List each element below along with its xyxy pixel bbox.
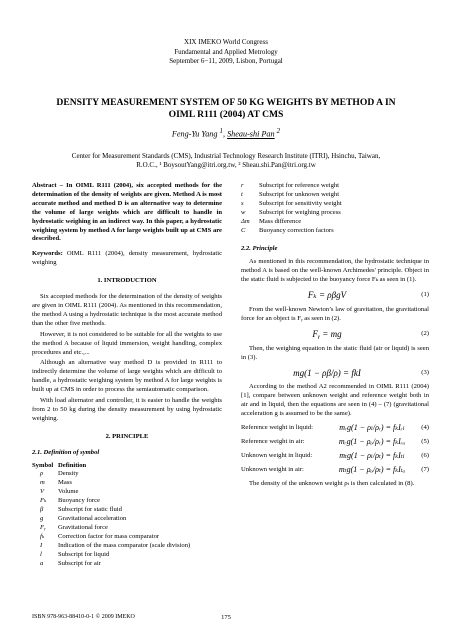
abstract-text: – In OIML R111 (2004), six accepted methods for the determination of the density of weights are given. Method A is most accurate method and method D is an alternative way to determine the volume of large weights which are difficult to handle in hydrostatic weighing in an indirect way. In this paper, a hydrostatic weighing system by method A for large weights built up at CMS are described. [32,182,222,243]
symbol-row [241,218,429,227]
equation-number: (6) [421,451,429,459]
symbol-glyph: a [40,559,44,567]
symbol-row [32,488,222,497]
symbol-table-right [241,182,429,235]
symbol-definition: Mass difference [259,217,302,225]
weighing-equation-6 [241,452,429,461]
symbol-glyph: β [40,506,44,514]
symbol-glyph: g [40,515,44,522]
symbol-row [32,551,222,560]
symbol-row [241,191,429,200]
symbol-glyph: fₖ [40,532,45,540]
symbol-definition: Gravitational force [58,523,108,531]
principle-paragraph-5: The density of the unknown weight ρₜ is then calculated in (8). [249,479,415,487]
section-heading-introduction: 1. INTRODUCTION [97,277,157,285]
symbol-table-header [32,462,222,471]
author-1-affil-mark: 1 [219,128,223,135]
conference-header [0,38,452,67]
symbol-glyph: m [40,479,45,487]
equation-body: mₜg(1 − ρₐ/ρₜ) = fₖIₜₐ [338,464,406,474]
weighing-equations [241,424,429,475]
intro-paragraph-1: Six accepted methods for the determination of the density of weights are given in OIML R111 (2004). As mentioned in this recommendation, the method A using a hydrostatic technique is the most accurate method than the other five methods. [32,293,222,327]
symbol-table-left [32,470,222,568]
principle-paragraph-4: According to the method A2 recommended in OIML R111 (2004) [1], compare between unknown weight and reference weight both in air and in liquid, then the equations are seen in (4) – (7) (gravitational acceleration g is assumed to be the same). [241,383,429,418]
equation-3 [241,369,429,378]
affiliation-line-2: R.O.C., ¹ BoysoutYang@itri.org.tw, ² Sheau.shi.Pan@itri.org.tw [136,161,316,169]
equation-1-body: Fₖ = ρβgV [307,290,347,301]
principle-paragraph-1: As mentioned in this recommendation, the hydrostatic technique in method A is based on the well-known Archimedes' principle. Object in the static fluid is subjected to the buoyancy force Fₖ as seen in (1). [241,258,429,284]
symbol-row [241,209,429,218]
symbol-row [32,470,222,479]
weighing-equation-7 [241,466,429,475]
symbol-definition: Buoyancy correction factors [259,226,334,234]
symbol-glyph: C [241,226,246,234]
symbol-row [32,479,222,488]
equation-2-number: (2) [421,329,429,337]
definition-column-header: Definition [58,461,87,469]
symbol-row [241,200,429,209]
abstract-label: Abstract [32,182,57,189]
symbol-definition: Correction factor for mass comparator [58,532,160,540]
symbol-definition: Mass [58,479,72,487]
section-heading-principle: 2. PRINCIPLE [105,432,149,440]
symbol-definition: Subscript for air [58,559,101,567]
equation-3-body: mg(1 − ρβ/ρ) = fkI [293,367,361,378]
symbol-glyph: s [241,199,244,207]
intro-paragraph-4: With load alternator and controller, it is easier to handle the weights from 2 to 50 kg during the density measurement by using hydrostatic weighing. [32,397,222,422]
symbol-row [32,497,222,506]
title-line-2: OIML R111 (2004) AT CMS [168,109,284,120]
symbol-definition: Subscript for reference weight [259,182,340,189]
symbol-glyph: l [40,550,42,558]
symbol-glyph: Δm [241,217,250,225]
symbol-glyph: t [241,190,243,198]
symbol-glyph: ρ [40,470,44,478]
equation-number: (7) [421,465,429,473]
subsection-heading-definition: 2.1. Definition of symbol [32,448,100,456]
equation-number: (5) [421,437,429,445]
symbol-glyph: r [241,182,244,189]
equation-1-number: (1) [421,291,429,299]
author-2: Sheau-shi Pan [227,129,275,139]
weighing-equation-4 [241,424,429,433]
intro-paragraph-2: However, it is not considered to be suitable for all the weights to use the method A because of liquid immersion, weight handling, complex procedures and etc.,... [32,330,222,356]
symbol-row [32,560,222,569]
symbol-definition: Subscript for unknown weight [259,190,340,198]
equation-label: Unknown weight in liquid: [241,451,313,459]
symbol-row [32,533,222,542]
symbol-definition: Buoyancy force [58,497,100,505]
equation-label: Unknown weight in air: [241,465,304,473]
symbol-definition: Gravitational acceleration [58,515,127,522]
symbol-definition: Subscript for static fluid [58,506,122,514]
symbol-row [32,515,222,524]
intro-paragraph-3: Although an alternative way method D is provided in R111 to indirectly determine the volume of large weights which are difficult to handle, a hydrostatic weighing system by method A for large weights is built up at CMS in order to process the semiautomatic comparison. [32,359,222,394]
paper-title [20,97,432,121]
symbol-definition: Subscript for sensitivity weight [259,199,342,207]
keywords [32,250,222,268]
principle-paragraph-2: From the well-known Newton’s law of gravitation, the gravitational force for an object is Fᵧ as seen in (2). [241,305,429,322]
equation-body: mᵣg(1 − ρₐ/ρᵣ) = fₖIᵣₐ [338,436,406,446]
keywords-text: OIML R111 (2004), density measurement, hydrostatic weighing [32,250,222,267]
right-column [241,182,429,491]
author-1: Feng-Yu Yang [171,129,218,139]
equation-body: mₜg(1 − ρₗ/ρₜ) = fₖIₜₗ [339,450,405,460]
equation-label: Reference weight in air: [241,437,305,445]
equation-2-body: Fᵧ = mg [312,328,342,339]
author-2-affil-mark: 2 [276,128,281,135]
page-number: 175 [221,614,231,621]
symbol-column-header: Symbol [32,461,54,469]
symbol-definition: Volume [58,488,79,496]
symbol-glyph: Fᵧ [40,523,46,531]
symbol-row [241,182,429,191]
equation-label: Reference weight in liquid: [241,424,313,432]
abstract [32,182,222,244]
equation-3-number: (3) [421,368,429,376]
author-list [0,128,452,139]
affiliation [20,152,432,170]
weighing-equation-5 [241,438,429,447]
conference-name: XIX IMEKO World Congress [184,38,268,46]
affiliation-line-1: Center for Measurement Standards (CMS), Industrial Technology Research Institute (ITRI), Hsinchu, Taiwan, [71,152,381,160]
equation-number: (4) [421,424,429,432]
symbol-row [32,506,222,515]
conference-date-location: September 6−11, 2009, Lisbon, Portugal [169,57,283,65]
subsection-heading-principle: 2.2. Principle [241,245,278,253]
left-column [32,182,222,568]
equation-body: mᵣg(1 − ρₗ/ρᵣ) = fₖIᵣₗ [339,423,405,433]
symbol-glyph: w [241,208,246,216]
isbn-footer: ISBN 978-963-88410-0-1 © 2009 IMEKO [32,614,135,620]
equation-1 [241,291,429,300]
symbol-row [32,524,222,533]
title-line-1: DENSITY MEASUREMENT SYSTEM OF 50 KG WEIGHTS BY METHOD A IN [56,97,396,108]
conference-subtitle: Fundamental and Applied Metrology [174,47,278,56]
symbol-glyph: V [40,488,45,496]
symbol-row [32,542,222,551]
author-separator: , [222,129,228,139]
symbol-glyph: Fₖ [40,497,47,505]
principle-paragraph-3: Then, the weighing equation in the static fluid (air or liquid) is seen in (3). [241,344,429,361]
symbol-row [241,227,429,236]
symbol-definition: Density [58,470,79,478]
equation-2 [241,330,429,339]
symbol-glyph: I [40,541,43,549]
keywords-label: Keywords: [32,250,63,258]
symbol-definition: Subscript for weighing process [259,208,341,216]
symbol-definition: Subscript for liquid [58,550,110,558]
symbol-definition: Indication of the mass comparator (scale division) [58,541,191,549]
